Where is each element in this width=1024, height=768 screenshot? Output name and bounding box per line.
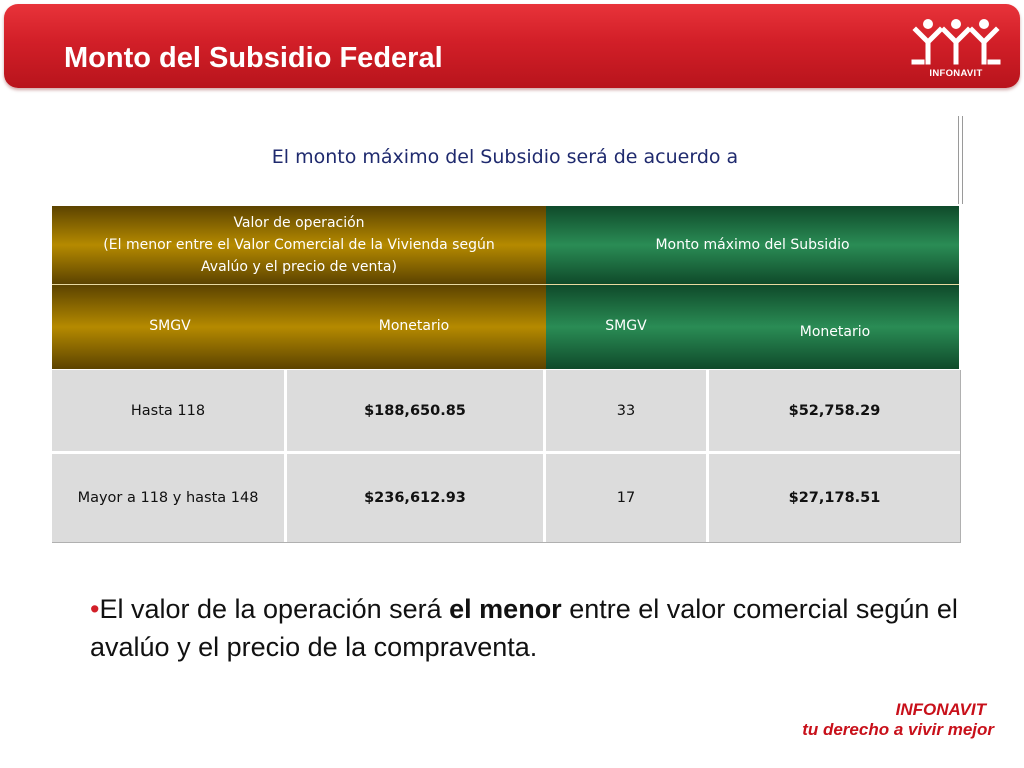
header-monto-maximo [546, 206, 959, 284]
page-title: Monto del Subsidio Federal [64, 42, 443, 74]
header-valor-line2: (El menor entre el Valor Comercial de la Vivienda según [103, 237, 495, 253]
bullet-text-after: entre el valor comercial según el avalúo y el precio de la compraventa. [90, 594, 958, 662]
subheader-monetario-1: Monetario [378, 318, 450, 334]
header-valor-operacion [52, 206, 546, 284]
footer-line2: tu derecho a vivir mejor [802, 720, 994, 739]
footer-line1: INFONAVIT [895, 700, 986, 719]
header-valor-line1: Valor de operación [233, 215, 365, 231]
bullet-text-before: El valor de la operación será [99, 594, 450, 624]
subheader-smgv-2: SMGV [605, 318, 647, 334]
bullet-text-bold: el menor [449, 594, 562, 624]
table-heading: El monto máximo del Subsidio será de acuerdo a [271, 146, 739, 168]
table-cell-range: Hasta 118 [52, 370, 284, 451]
infonavit-logo-icon [906, 16, 1006, 82]
subheader-smgv-1: SMGV [149, 318, 191, 334]
table-cell-valor: $188,650.85 [287, 370, 543, 451]
bullet-paragraph [90, 590, 970, 666]
bullet-marker: • [90, 594, 100, 624]
logo-label: INFONAVIT [929, 68, 983, 79]
footer-brand [802, 700, 994, 740]
table-right-edge [960, 370, 961, 543]
header-valor-line3: Avalúo y el precio de venta) [201, 259, 397, 275]
subheader-monetario-2: Monetario [799, 324, 871, 340]
table-cell-smgv: 33 [546, 370, 706, 451]
header-banner [4, 4, 1020, 88]
table-cell-monto: $27,178.51 [709, 454, 960, 542]
table-frame-line [958, 116, 963, 204]
table-bottom-edge [52, 542, 961, 543]
table-cell-range: Mayor a 118 y hasta 148 [52, 454, 284, 542]
header-monto-label: Monto máximo del Subsidio [655, 237, 850, 253]
table-cell-monto: $52,758.29 [709, 370, 960, 451]
table-cell-valor: $236,612.93 [287, 454, 543, 542]
table-cell-smgv: 17 [546, 454, 706, 542]
